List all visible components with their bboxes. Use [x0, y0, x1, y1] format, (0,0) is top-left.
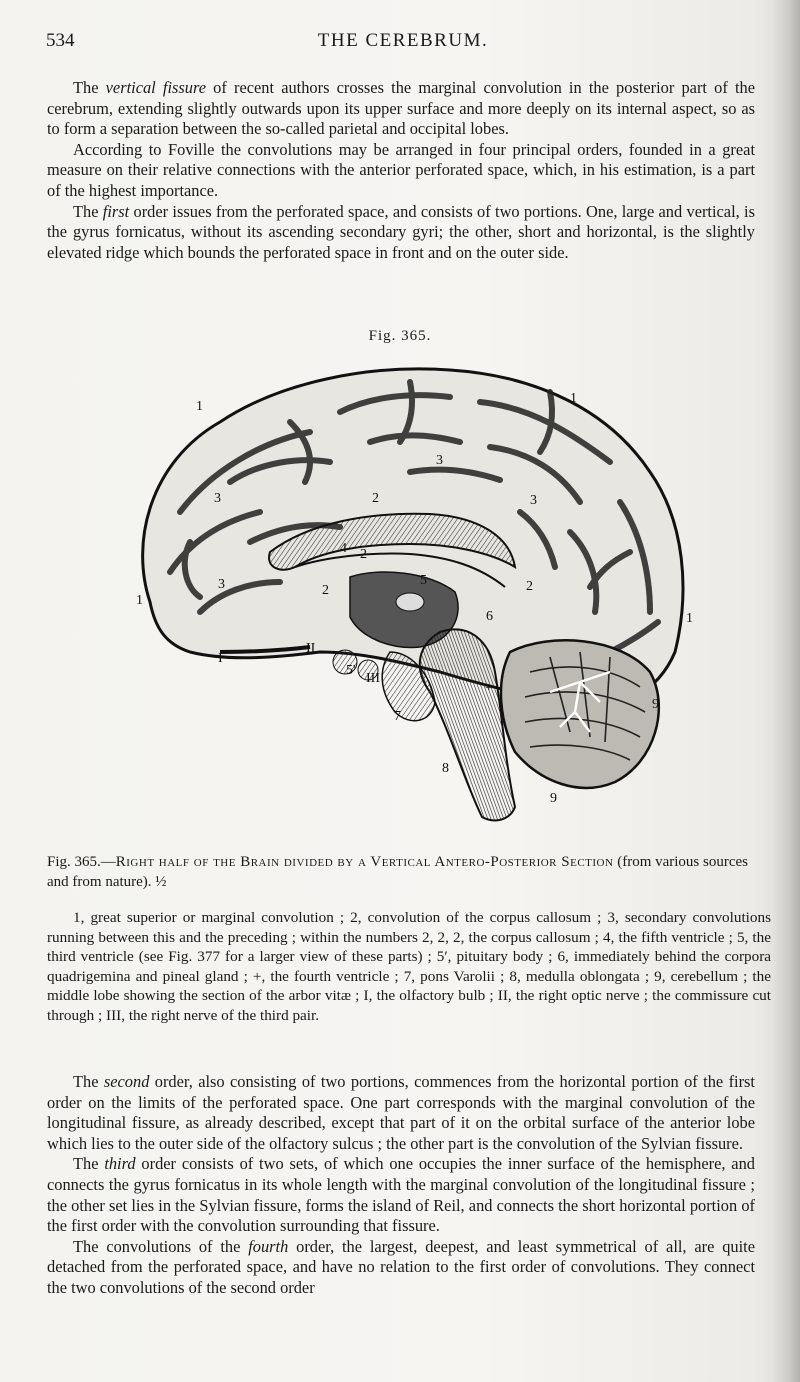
label-I: I — [218, 651, 223, 666]
caption-scale: ½ — [155, 874, 167, 890]
body-text-bottom — [47, 1072, 755, 1299]
figure-label: Fig. 365. — [368, 328, 432, 344]
paragraph: The convolutions of the fourth order, the largest, deepest, and least symmetrical of all, are quite detached from the perforated space, and have no relation to the first order of convolutions. They connect the two convolutions of the second order — [47, 1236, 755, 1297]
label-3-a: 3 — [436, 453, 443, 468]
label-6: 6 — [486, 609, 493, 624]
label-III: III — [366, 671, 380, 686]
label-7: 7 — [394, 709, 401, 724]
label-5: 5 — [420, 573, 427, 588]
label-8: 8 — [442, 761, 449, 776]
label-1-b: 1 — [570, 391, 577, 406]
label-2-c: 2 — [526, 579, 533, 594]
label-2-d: 2 — [360, 547, 367, 562]
legend-text: 1, great superior or marginal convolution ; 2, convolution of the corpus callosum ; 3, secondary convolutions running between this and the preceding ; within the numbers 2, 2, 2, the corpus callosum ; 4, the fifth ventricle ; 5, the third ventricle (see Fig. 377 for a larger view of these parts) ; 5′, pituitary body ; 6, immediately behind the corpora quadrigemina and pineal gland ; +, the fourth ventricle ; 7, pons Varolii ; 8, medulla oblongata ; 9, cerebellum ; the middle lobe showing the section of the arbor vitæ ; I, the olfactory bulb ; II, the right optic nerve ; the commissure cut through ; III, the right nerve of the third pair. — [47, 909, 771, 1024]
caption-title: Right half of the Brain divided by a Vertical Antero-Posterior Section — [115, 854, 614, 870]
cerebellum — [501, 640, 659, 788]
page-header — [46, 30, 760, 58]
paragraph: The second order, also consisting of two portions, commences from the horizontal portion of the first order on the limits of the perforated space. One part corresponds with the marginal convolution of the longitudinal fissure, as already described, except that part of it on the orbital surface of the anterior lobe which lies to the outer side of the olfactory sulcus ; the other part is the convolution of the Sylvian fissure. — [47, 1072, 755, 1153]
caption-fig-no: Fig. 365.— — [47, 854, 116, 870]
paragraph: The vertical fissure of recent authors crosses the marginal convolution in the posterior part of the cerebrum, extending slightly outwards upon its upper surface and more deeply on its internal aspect, so as to form a separation between the so-called parietal and occipital lobes. — [47, 78, 755, 139]
paragraph: The first order issues from the perforated space, and consists of two portions. One, large and vertical, is the gyrus fornicatus, without its ascending secondary gyri; the other, short and horizontal, is the slightly elevated ridge which bounds the perforated space in front and on the outer side. — [47, 201, 755, 262]
figure-legend — [47, 908, 771, 1026]
label-3-c: 3 — [530, 493, 537, 508]
label-3-b: 3 — [214, 491, 221, 506]
caption-rest: (from various sources and from nature). — [47, 854, 748, 890]
label-1-d: 1 — [686, 611, 693, 626]
paragraph: According to Foville the convolutions may be arranged in four principal orders, founded in a great measure on their relative connections with the anterior perforated space, which, in his estimation, is a part of the highest importance. — [47, 139, 755, 200]
label-9-a: 9 — [652, 697, 659, 712]
paragraph: The third order consists of two sets, of which one occupies the inner surface of the hemisphere, and connects the gyrus fornicatus in its whole length with the marginal convolution of the longitudinal fissure ; the other set lies in the Sylvian fissure, forms the island of Reil, and connects the short horizontal portion of the first order with the convolution surrounding that fissure. — [47, 1154, 755, 1236]
label-5-prime: 5' — [346, 663, 356, 678]
body-text-top — [47, 78, 755, 263]
label-plus: + — [485, 681, 493, 696]
label-3-d: 3 — [218, 577, 225, 592]
label-2-b: 2 — [322, 583, 329, 598]
label-4: 4 — [340, 541, 347, 556]
label-1-c: 1 — [136, 593, 143, 608]
label-2-a: 2 — [372, 491, 379, 506]
label-9-b: 9 — [550, 791, 557, 806]
figure-caption — [47, 852, 757, 892]
page-edge-shadow — [772, 0, 800, 1382]
label-1-a: 1 — [196, 399, 203, 414]
page-number: 534 — [46, 30, 75, 51]
brain-illustration — [110, 352, 710, 842]
running-title: THE CEREBRUM. — [317, 30, 489, 51]
label-II: II — [306, 641, 316, 656]
